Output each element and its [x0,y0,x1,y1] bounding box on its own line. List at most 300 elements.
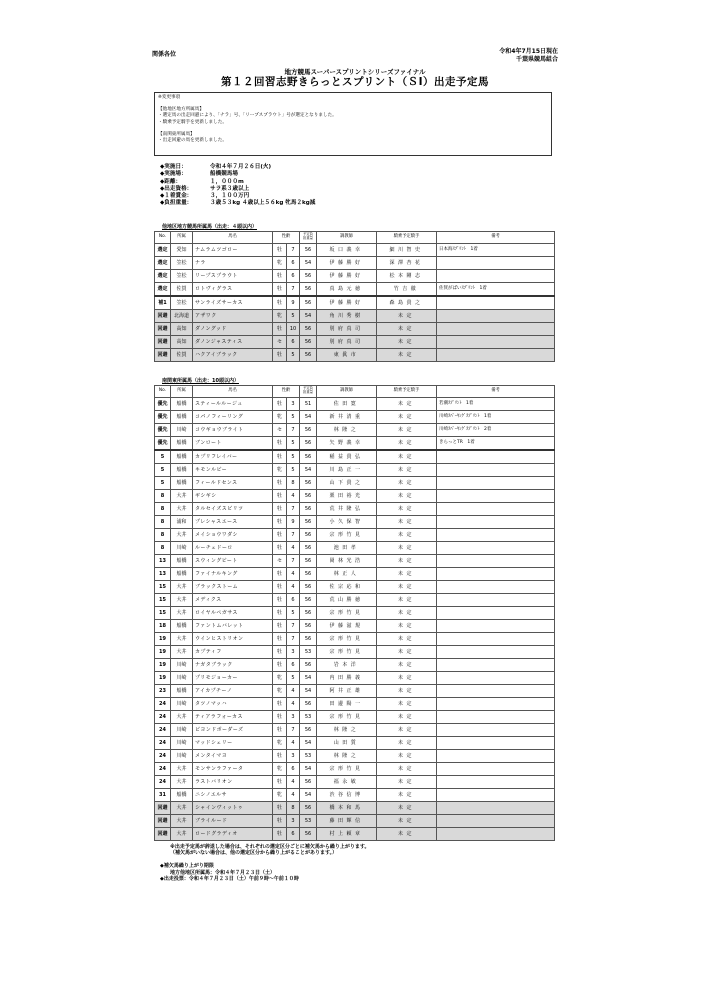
row-affiliation: 北海道 [171,309,193,322]
row-weight: 56 [300,322,317,335]
row-age: 4 [287,541,300,554]
row-weight: 56 [300,269,317,282]
row-trainer: 宗形竹見 [317,528,377,541]
row-sex: 牡 [273,450,287,464]
row-jockey: 未定 [377,710,437,723]
table-row [155,256,555,269]
row-age: 5 [287,309,300,322]
row-horse: カプリフレイバー [193,450,273,464]
row-no: 19 [155,671,171,684]
row-no: 19 [155,632,171,645]
row-age: 4 [287,736,300,749]
row-horse: リープスプラウト [193,269,273,282]
table-row [155,606,555,619]
row-horse: ファントムバレット [193,619,273,632]
row-remarks [437,580,555,593]
row-age: 6 [287,335,300,348]
row-weight: 51 [300,397,317,410]
row-sex: 牡 [273,322,287,335]
col-affiliation: 所属 [171,385,193,397]
row-affiliation: 船橋 [171,436,193,450]
row-age: 6 [287,762,300,775]
row-age: 5 [287,436,300,450]
row-remarks [437,697,555,710]
row-jockey: 未定 [377,723,437,736]
row-affiliation: 佐賀 [171,348,193,361]
row-jockey: 深澤杏花 [377,256,437,269]
info-value: 船橋競馬場 [210,171,238,178]
row-jockey: 未定 [377,736,437,749]
row-jockey: 未定 [377,450,437,464]
table-row [155,645,555,658]
row-sex: 牡 [273,476,287,489]
row-no: 回避 [155,814,171,827]
row-trainer: 伊藤滋規 [317,619,377,632]
row-jockey: 未定 [377,554,437,567]
row-jockey: 未定 [377,593,437,606]
row-no: 優先 [155,423,171,436]
row-no: 8 [155,515,171,528]
row-remarks [437,619,555,632]
col-horse: 馬名 [193,231,273,243]
row-trainer: 宗形竹見 [317,710,377,723]
row-affiliation: 川崎 [171,658,193,671]
info-row [160,200,558,207]
row-remarks [437,723,555,736]
row-age: 5 [287,463,300,476]
row-sex: 牡 [273,658,287,671]
row-age: 4 [287,684,300,697]
row-weight: 56 [300,697,317,710]
notice-heading: ※変更事項 [158,95,181,100]
row-no: 優先 [155,436,171,450]
row-jockey: 竹吉徹 [377,282,437,296]
row-affiliation: 大井 [171,489,193,502]
row-sex: 牡 [273,282,287,296]
row-sex: 牡 [273,515,287,528]
row-affiliation: 船橋 [171,788,193,801]
row-sex: 牡 [273,606,287,619]
row-weight: 54 [300,256,317,269]
col-weight [300,385,317,397]
row-horse: ブライルード [193,814,273,827]
row-horse: ビヨンドボーダーズ [193,723,273,736]
row-jockey: 細川智史 [377,243,437,256]
row-no: 回避 [155,335,171,348]
row-jockey: 未定 [377,410,437,423]
row-weight: 56 [300,827,317,840]
row-trainer: 別府真司 [317,335,377,348]
row-trainer: 林隆之 [317,749,377,762]
row-weight: 54 [300,671,317,684]
row-trainer: 宗形竹見 [317,632,377,645]
deadline-title: ◆補欠馬繰り上がり期限 [160,862,214,869]
row-remarks [437,528,555,541]
row-horse: ニシノエルサ [193,788,273,801]
notice-line: ・選定馬の出走回避により、「ナラ」号、「リープスプラウト」号が選定となりました。 [158,113,337,119]
row-jockey: 未定 [377,423,437,436]
row-jockey: 未定 [377,606,437,619]
race-info [160,164,558,208]
row-weight: 56 [300,606,317,619]
row-horse: サンライズサーカス [193,296,273,310]
row-age: 5 [287,348,300,361]
row-weight: 56 [300,515,317,528]
row-affiliation: 川崎 [171,723,193,736]
issue-date: 令和4年7月15日現在 [499,48,558,55]
row-trainer: 川島正一 [317,463,377,476]
row-remarks [437,515,555,528]
table-row [155,269,555,282]
table-row [155,309,555,322]
row-jockey: 未定 [377,335,437,348]
table-row [155,580,555,593]
row-no: 回避 [155,348,171,361]
row-weight: 56 [300,723,317,736]
row-affiliation: 船橋 [171,554,193,567]
row-sex: セ [273,335,287,348]
row-no: 選定 [155,282,171,296]
table-row [155,348,555,361]
row-no: 補1 [155,296,171,310]
row-no: 5 [155,463,171,476]
row-weight: 54 [300,788,317,801]
row-no: 24 [155,710,171,723]
row-trainer: 栗田裕光 [317,489,377,502]
row-age: 4 [287,567,300,580]
notice-block1-title: 【他地区地方所属馬】 [158,107,204,113]
row-age: 7 [287,243,300,256]
row-no: 19 [155,645,171,658]
row-sex: 牡 [273,567,287,580]
row-age: 3 [287,814,300,827]
row-horse: メディクス [193,593,273,606]
row-remarks [437,502,555,515]
footer-note-1: ※出走予定馬が辞退した場合は、それぞれの選定区分ごとに補欠馬から繰り上がります。 [170,843,370,850]
document-page [152,0,558,883]
row-no: 19 [155,658,171,671]
row-affiliation: 大井 [171,645,193,658]
table-row [155,410,555,423]
row-age: 5 [287,410,300,423]
row-affiliation: 愛知 [171,243,193,256]
row-remarks [437,788,555,801]
row-sex: セ [273,423,287,436]
row-affiliation: 大井 [171,814,193,827]
row-weight: 56 [300,567,317,580]
row-no: 24 [155,697,171,710]
row-remarks [437,335,555,348]
south-kanto-horses-table [154,385,555,841]
row-no: 回避 [155,322,171,335]
col-sex-age: 性齢 [273,385,300,397]
row-age: 7 [287,282,300,296]
row-jockey: 未定 [377,463,437,476]
row-weight: 54 [300,736,317,749]
row-weight: 54 [300,309,317,322]
row-affiliation: 大井 [171,502,193,515]
table-row [155,619,555,632]
row-horse: アイカプチーノ [193,684,273,697]
row-sex: 牡 [273,243,287,256]
table1-title: 他地区地方競馬所属馬（出走：４頭以内） [162,223,258,230]
row-no: 15 [155,593,171,606]
row-age: 7 [287,632,300,645]
row-jockey: 未定 [377,528,437,541]
col-weight [300,231,317,243]
row-trainer: 矢野義幸 [317,436,377,450]
row-trainer: 渋谷信博 [317,788,377,801]
row-trainer: 岡林光浩 [317,554,377,567]
row-affiliation: 船橋 [171,397,193,410]
info-value: ３歳５３kg ４歳以上５６kg 牝馬２kg減 [210,200,316,207]
row-horse: コパノフィーリング [193,410,273,423]
row-no: 5 [155,450,171,464]
row-jockey: 未定 [377,502,437,515]
table-row [155,632,555,645]
row-age: 4 [287,788,300,801]
table-row [155,322,555,335]
row-trainer: 林正人 [317,567,377,580]
row-horse: モンサンラファータ [193,762,273,775]
col-weight-bottom: 担重量 [303,390,313,395]
row-age: 4 [287,697,300,710]
row-horse: ダノングッド [193,322,273,335]
row-trainer: 村上頼章 [317,827,377,840]
row-affiliation: 川崎 [171,671,193,684]
row-remarks [437,736,555,749]
row-jockey: 未定 [377,632,437,645]
row-jockey: 未定 [377,348,437,361]
row-horse: プレシャスエース [193,515,273,528]
row-age: 3 [287,645,300,658]
footer-note-2: （補欠馬がいない場合は、他の選定区分から繰り上がることがあります。） [170,850,338,857]
row-age: 6 [287,593,300,606]
row-age: 7 [287,528,300,541]
row-weight: 56 [300,450,317,464]
row-affiliation: 船橋 [171,450,193,464]
table-row [155,541,555,554]
row-remarks [437,322,555,335]
table-row [155,658,555,671]
row-trainer: 宗形竹見 [317,762,377,775]
info-value: １，０００m [210,178,244,185]
row-sex: 牝 [273,684,287,697]
row-jockey: 未定 [377,671,437,684]
row-trainer: 宗形竹見 [317,645,377,658]
row-horse: プリモジョーカー [193,671,273,684]
row-no: 8 [155,489,171,502]
row-trainer: 岩本洋 [317,658,377,671]
row-jockey: 未定 [377,697,437,710]
table-row [155,476,555,489]
row-affiliation: 大井 [171,593,193,606]
row-sex: 牝 [273,762,287,775]
row-no: 15 [155,606,171,619]
table-row [155,489,555,502]
row-sex: 牡 [273,814,287,827]
row-sex: 牡 [273,632,287,645]
row-horse: ファイナルキング [193,567,273,580]
row-remarks [437,749,555,762]
row-weight: 53 [300,710,317,723]
row-affiliation: 船橋 [171,410,193,423]
row-weight: 56 [300,296,317,310]
change-notice-box [154,92,552,156]
table2-title: 南関東所属馬（出走：10頭以内） [162,377,239,384]
row-no: 優先 [155,397,171,410]
table-row [155,282,555,296]
row-no: 選定 [155,243,171,256]
row-remarks [437,554,555,567]
row-horse: ブンロート [193,436,273,450]
row-weight: 56 [300,593,317,606]
row-no: 選定 [155,256,171,269]
row-affiliation: 大井 [171,775,193,788]
row-trainer: 小久保智 [317,515,377,528]
row-weight: 54 [300,762,317,775]
row-remarks: きらっとTR 1着 [437,436,555,450]
row-sex: 牡 [273,697,287,710]
row-trainer: 坂口義幸 [317,243,377,256]
row-jockey: 森島貴之 [377,296,437,310]
col-affiliation: 所属 [171,231,193,243]
row-jockey: 未定 [377,645,437,658]
row-no: 8 [155,502,171,515]
row-age: 6 [287,827,300,840]
row-horse: シャインヴィットゥ [193,801,273,814]
row-horse: ダノンジャスティス [193,335,273,348]
row-sex: 牝 [273,463,287,476]
entry-vote: ◆出走投票：令和４年７月２３日（土）午前９時～午前１０時 [160,876,299,883]
row-no: 24 [155,723,171,736]
row-jockey: 未定 [377,775,437,788]
row-weight: 56 [300,243,317,256]
row-trainer: 新井清重 [317,410,377,423]
info-label: ◆負担重量： [160,200,193,207]
row-age: 4 [287,580,300,593]
table-row [155,397,555,410]
row-remarks [437,710,555,723]
issue-info [499,48,558,64]
row-trainer: 稲益貴弘 [317,450,377,464]
row-jockey: 未定 [377,749,437,762]
row-jockey: 松本剛志 [377,269,437,282]
info-label: ◆距離： [160,178,182,185]
row-age: 10 [287,322,300,335]
row-no: 13 [155,567,171,580]
row-no: 13 [155,554,171,567]
page-title: 第１２回習志野きらっとスプリント（ＳⅠ）出走予定馬 [221,76,489,88]
row-horse: タルセイズスピリツ [193,502,273,515]
footer-notes [160,844,558,883]
row-trainer: 山田質 [317,736,377,749]
row-remarks: 川崎ｽﾊﾟｰｷﾝｸﾞｽﾌﾟﾘﾝﾄ 2着 [437,423,555,436]
row-trainer: 林隆之 [317,723,377,736]
row-affiliation: 大井 [171,606,193,619]
row-trainer: 福永敏 [317,775,377,788]
row-sex: セ [273,554,287,567]
row-horse: ギシギシ [193,489,273,502]
row-horse: マッドシェリー [193,736,273,749]
row-horse: カプティフ [193,645,273,658]
table-row [155,528,555,541]
table-row [155,296,555,310]
row-age: 6 [287,269,300,282]
table-row [155,788,555,801]
row-horse: ブラックストーム [193,580,273,593]
row-jockey: 未定 [377,827,437,840]
row-trainer: 林隆之 [317,423,377,436]
row-horse: ロトヴィグラス [193,282,273,296]
row-sex: 牝 [273,671,287,684]
table-row [155,736,555,749]
row-remarks [437,684,555,697]
row-jockey: 未定 [377,762,437,775]
notice-block2-title: 【南関東所属馬】 [158,131,195,137]
row-weight: 56 [300,476,317,489]
row-weight: 56 [300,436,317,450]
table-row [155,710,555,723]
col-jockey: 騎乗予定騎手 [377,385,437,397]
row-affiliation: 川崎 [171,749,193,762]
table-row [155,335,555,348]
row-horse: フィールドセンス [193,476,273,489]
row-horse: ナガタブラック [193,658,273,671]
row-age: 5 [287,450,300,464]
row-weight: 56 [300,658,317,671]
row-weight: 56 [300,348,317,361]
row-horse: ラストバリオン [193,775,273,788]
col-remarks: 備考 [437,231,555,243]
row-weight: 56 [300,580,317,593]
row-sex: 牡 [273,827,287,840]
row-affiliation: 川崎 [171,541,193,554]
row-no: 選定 [155,269,171,282]
row-jockey: 未定 [377,476,437,489]
row-affiliation: 船橋 [171,684,193,697]
table-row [155,801,555,814]
row-no: 回避 [155,801,171,814]
info-value: 令和４年７月２６日(火) [210,164,272,170]
row-affiliation: 大井 [171,528,193,541]
row-horse: ルーチェドーロ [193,541,273,554]
row-jockey: 未定 [377,684,437,697]
row-remarks: 若潮ｽﾌﾟﾘﾝﾄ 1着 [437,397,555,410]
row-sex: 牡 [273,775,287,788]
row-age: 3 [287,749,300,762]
row-no: 8 [155,541,171,554]
row-affiliation: 船橋 [171,619,193,632]
row-sex: 牡 [273,710,287,723]
row-no: 8 [155,528,171,541]
row-weight: 54 [300,463,317,476]
row-weight: 53 [300,814,317,827]
row-jockey: 未定 [377,397,437,410]
row-affiliation: 浦和 [171,515,193,528]
row-trainer: 伊藤勝好 [317,296,377,310]
table-row [155,554,555,567]
row-jockey: 未定 [377,515,437,528]
row-trainer: 荒山勝徳 [317,593,377,606]
row-horse: メンタイマヨ [193,749,273,762]
series-subtitle: 地方競馬スーパースプリントシリーズファイナル [284,68,426,76]
row-remarks [437,593,555,606]
row-age: 6 [287,658,300,671]
notice-line: ・出走回避の馬を更新しました。 [158,138,227,144]
row-no: 24 [155,749,171,762]
row-trainer: 阿井正雄 [317,684,377,697]
